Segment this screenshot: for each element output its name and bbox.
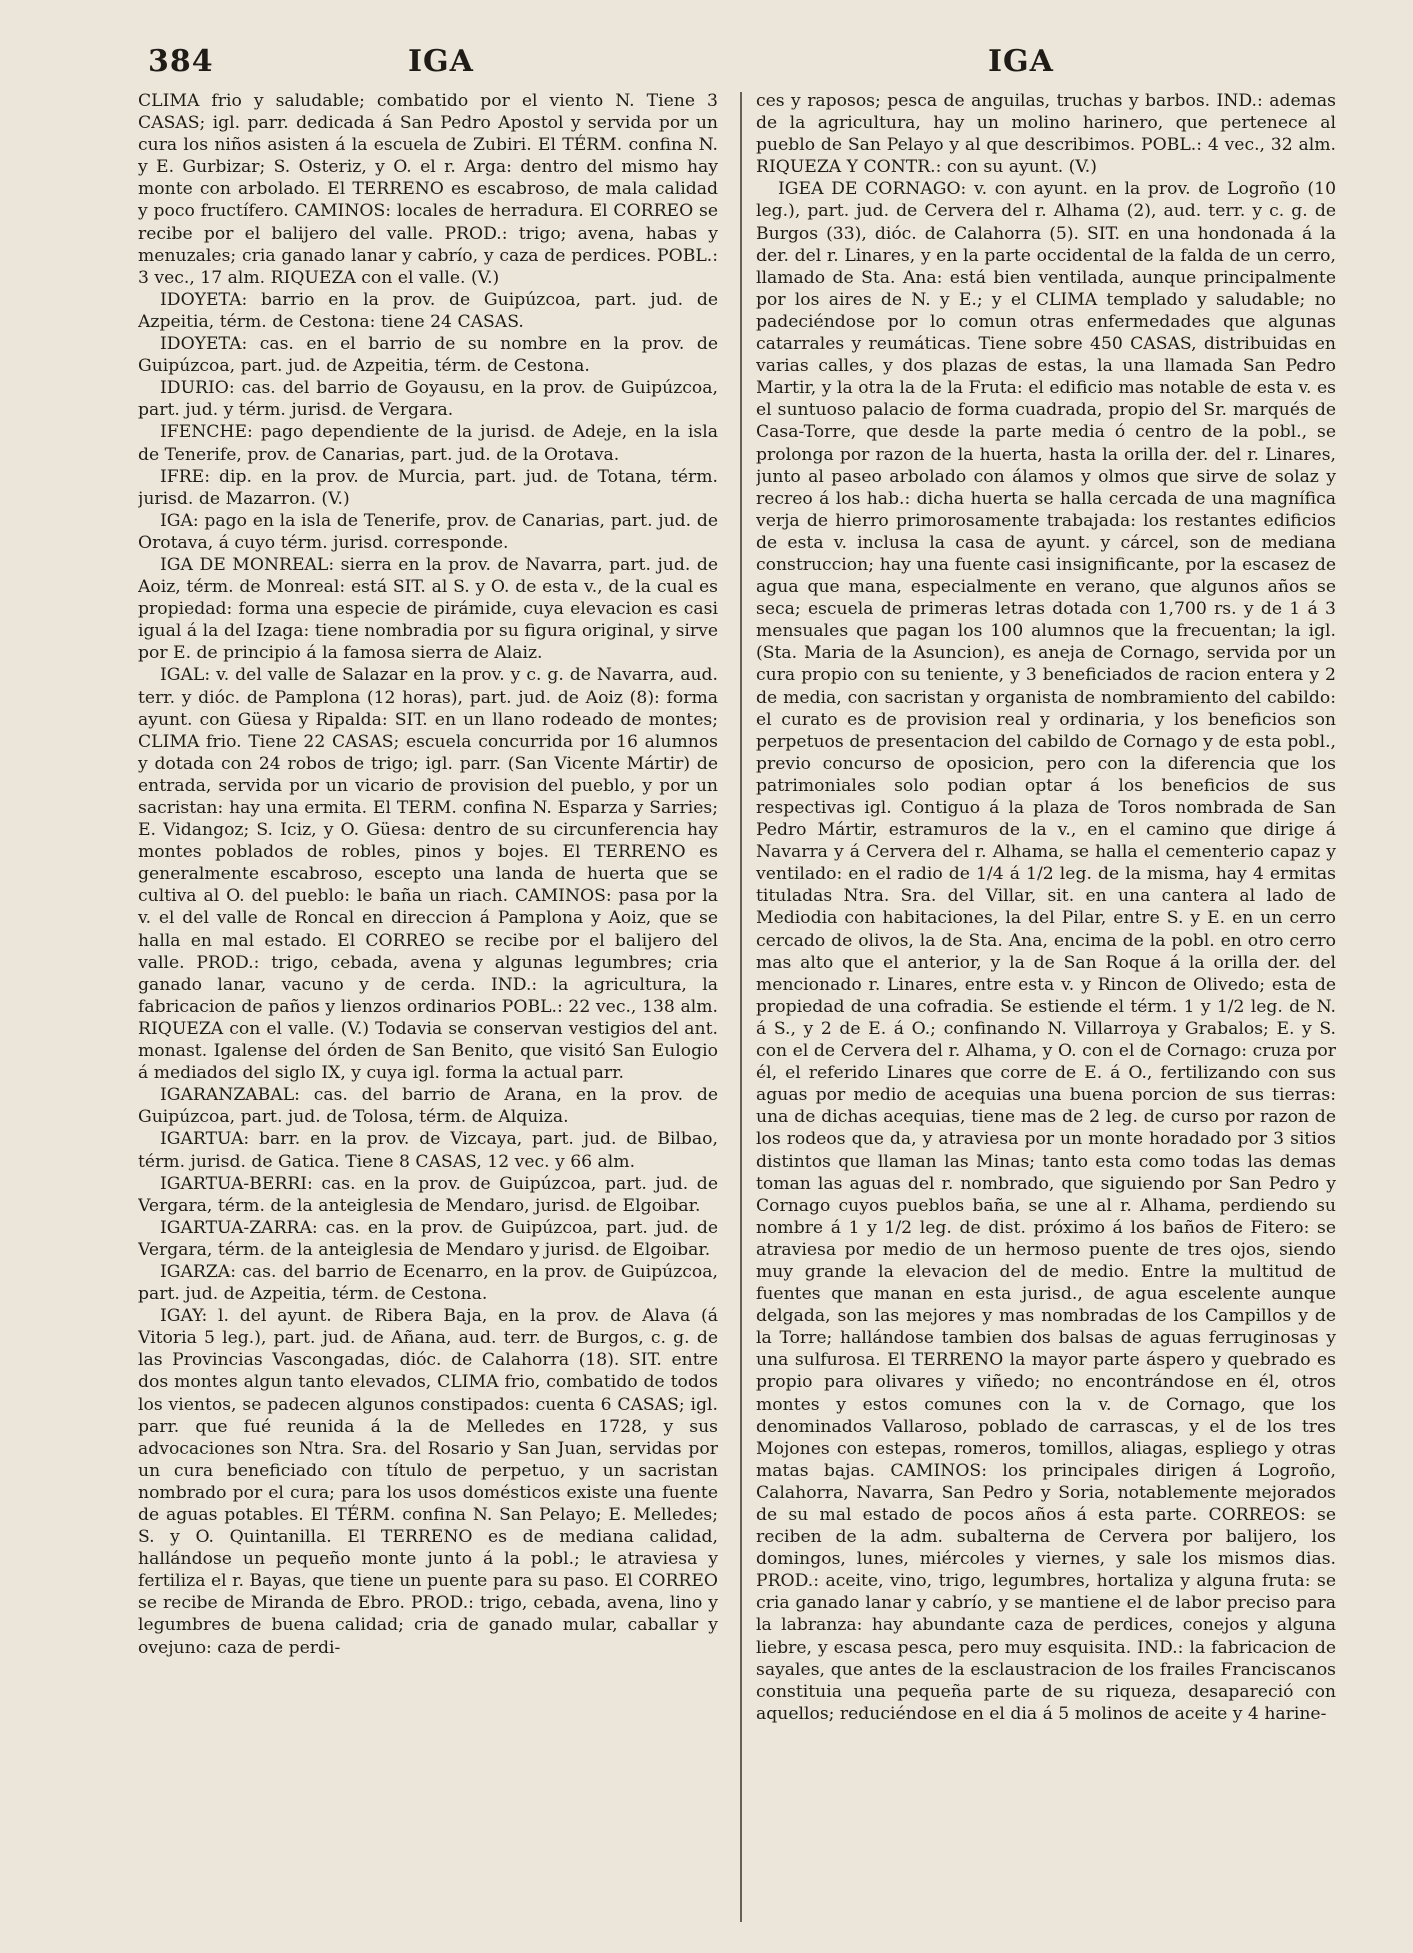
page-number: 384 [148, 44, 214, 79]
page-header [148, 44, 1304, 88]
entry-igarza: IGARZA: cas. del barrio de Ecenarro, en la prov. de Guipúzcoa, part. jud. de Azpeitia, térm. de Cestona. [138, 1261, 718, 1305]
entry-idurio: IDURIO: cas. del barrio de Goyausu, en la prov. de Guipúzcoa, part. jud. y térm. jurisd. de Vergara. [138, 378, 718, 421]
entry-climate-continuation: CLIMA frio y saludable; combatido por el viento N. Tiene 3 CASAS; igl. parr. dedicada á San Pedro Apostol y servida por un cura los niños asisten á la escuela de Zubiri. El TÉRM. confina N. y E. Gurbizar; S. Osteriz, y O. el r. Arga: dentro del mismo hay monte con arbolado. El TERRENO es escabroso, de mala calidad y poco fructífero. CAMINOS: locales de herradura. El CORREO se recibe por el balijero del valle. PROD.: trigo; avena, habas y menuzales; cria ganado lanar y cabrío, y caza de perdices. POBL.: 3 vec., 17 alm. RIQUEZA con el valle. (V.) [138, 91, 718, 288]
entry-ifenche: IFENCHE: pago dependiente de la jurisd. de Adeje, en la isla de Tenerife, prov. de Canarias, part. jud. de la Orotava. [138, 422, 718, 465]
left-running-head: IGA [408, 44, 474, 79]
entry-igal: IGAL: v. del valle de Salazar en la prov. y c. g. de Navarra, aud. terr. y dióc. de Pamplona (12 horas), part. jud. de Aoiz (8): forma ayunt. con Güesa y Ripalda: SIT. en un llano rodeado de montes; CLIMA frio. Tiene 22 CASAS; escuela concurrida por 16 alumnos y dotada con 24 robos de trigo; igl. parr. (San Vicente Mártir) de entrada, servida por un vicario de provision del pueblo, y por un sacristan: hay una ermita. El TERM. confina N. Esparza y Sarries; E. Vidangoz; S. Iciz, y O. Güesa: dentro de su circunferencia hay montes poblados de robles, pinos y bojes. El TERRENO es generalmente escabroso, escepto una landa de huerta que se cultiva al O. del pueblo: le baña un riach. CAMINOS: pasa por la v. el del valle de Roncal en direccion á Pamplona y Aoiz, que se halla en mal estado. El CORREO se recibe por el balijero del valle. PROD.: trigo, cebada, avena y algunas legumbres; cria ganado lanar, vacuno y de cerda. IND.: la agricultura, la fabricacion de paños y lienzos ordinarios POBL.: 22 vec., 138 alm. RIQUEZA con el valle. (V.) Todavia se conservan vestigios del ant. monast. Igalense del órden de San Benito, que visitó San Eulogio á mediados del siglo IX, y cuya igl. forma la actual parr. [138, 665, 718, 1084]
left-column [138, 90, 718, 1930]
entry-igartua-zarra: IGARTUA-ZARRA: cas. en la prov. de Guipúzcoa, part. jud. de Vergara, térm. de la anteiglesia de Mendaro y jurisd. de Elgoibar. [138, 1217, 718, 1260]
entry-ifre: IFRE: dip. en la prov. de Murcia, part. jud. de Totana, térm. jurisd. de Mazarron. (V.) [138, 466, 718, 509]
right-running-head: IGA [988, 44, 1054, 79]
entry-igea-de-cornago: IGEA DE CORNAGO: v. con ayunt. en la prov. de Logroño (10 leg.), part. jud. de Cervera del r. Alhama (2), aud. terr. y c. g. de Burgos (33), dióc. de Calahorra (5). SIT. en una hondonada á la der. del r. Linares, y en la parte occidental de la falda de un cerro, llamado de Sta. Ana: está bien ventilada, aunque principalmente por los aires de N. y E.; y el CLIMA templado y saludable; no padeciéndose por lo comun otras enfermedades que algunas catarrales y reumáticas. Tiene sobre 450 CASAS, distribuidas en varias calles, y dos plazas de estas, la una llamada San Pedro Martir, y la otra la de la Fruta: el edificio mas notable de esta v. es el suntuoso palacio de forma cuadrada, propio del Sr. marqués de Casa-Torre, que desde la parte media ó centro de la pobl., se prolonga por razon de la huerta, hasta la orilla der. del r. Linares, junto al paseo arbolado con álamos y olmos que sirve de solaz y recreo á los hab.: dicha huerta se halla cercada de una magnífica verja de hierro primorosamente trabajada: los restantes edificios de esta v. inclusa la casa de ayunt. y cárcel, son de mediana construccion; hay una fuente casi insignificante, por la escasez de agua que mana, especialmente en verano, que algunos años se seca; escuela de primeras letras dotada con 1,700 rs. y de 1 á 3 mensuales que pagan los 100 alumnos que la frecuentan; la igl. (Sta. Maria de la Asuncion), es aneja de Cornago, servida por un cura propio con su teniente, y 3 beneficiados de racion entera y 2 de media, con sacristan y organista de nombramiento del cabildo: el curato es de provision real y ordinaria, y los beneficios son perpetuos de presentacion del cabildo de Cornago y de esta pobl., previo concurso de oposicion, pero con la diferencia que los patrimoniales solo podian optar á los beneficios de sus respectivas igl. Contiguo á la plaza de Toros nombrada de San Pedro Mártir, estramuros de la v., en el camino que dirige á Navarra y á Cervera del r. Alhama, se halla el cementerio capaz y ventilado: en el radio de 1/4 á 1/2 leg. de la misma, hay 4 ermitas tituladas Ntra. Sra. del Villar, sit. en una cantera al lado de Mediodia con habitaciones, la del Pilar, entre S. y E. en un cerro cercado de olivos, la de Sta. Ana, encima de la pobl. en otro cerro mas alto que el anterior, y la de San Roque á la orilla der. del mencionado r. Linares, entre esta v. y Rincon de Olivedo; esta de propiedad de una cofradia. Se estiende el térm. 1 y 1/2 leg. de N. á S., y 2 de E. á O.; confinando N. Villarroya y Grabalos; E. y S. con el de Cervera del r. Alhama, y O. con el de Cornago: cruza por él, el referido Linares que corre de E. á O., fertilizando con sus aguas por medio de acequias una buena porcion de sus tierras: una de dichas acequias, tiene mas de 2 leg. de curso por razon de los rodeos que da, y atraviesa por un monte horadado por 3 sitios distintos que llaman las Minas; tanto esta como todas las demas toman las aguas del r. nombrado, que siguiendo por San Pedro y Cornago cuyos pueblos baña, se une al r. Alhama, perdiendo su nombre á 1 y 1/2 leg. de dist. próximo á los baños de Fitero: se atraviesa por medio de un hermoso puente de tres ojos, siendo muy grande la elevacion del de medio. Entre la multitud de fuentes que manan en esta jurisd., de agua escelente aunque delgada, son las mejores y mas nombradas de los Campillos y de la Torre; hallándose tambien dos balsas de aguas ferruginosas y una sulfurosa. El TERRENO la mayor parte áspero y quebrado es propio para olivares y viñedo; no encontrándose en él, otros montes y estos comunes con la v. de Cornago, que los denominados Vallaroso, poblado de carrascas, y el de los tres Mojones con estepas, romeros, tomillos, aliagas, espliego y otras matas bajas. CAMINOS: los principales dirigen á Logroño, Calahorra, Navarra, San Pedro y Soria, notablemente mejorados de su mal estado de pocos años á esta parte. CORREOS: se reciben de la adm. subalterna de Cervera por balijero, los domingos, lunes, miércoles y viernes, y sale los mismos dias. PROD.: aceite, vino, trigo, legumbres, hortaliza y alguna fruta: se cria ganado lanar y cabrío, y se mantiene el de labor preciso para la labranza: hay abundante caza de perdices, conejos y alguna liebre, y escasa pesca, pero muy esquisita. IND.: la fabricacion de sayales, que antes de la esclaustracion de los frailes Franciscanos constituia una pequeña parte de su riqueza, desapareció con aquellos; reduciéndose en el dia á 5 molinos de aceite y 4 harine- [756, 179, 1336, 1724]
entry-igaranzabal: IGARANZABAL: cas. del barrio de Arana, en la prov. de Guipúzcoa, part. jud. de Tolosa, térm. de Alquiza. [138, 1085, 718, 1128]
column-divider [740, 92, 742, 1922]
entry-igay: IGAY: l. del ayunt. de Ribera Baja, en la prov. de Alava (á Vitoria 5 leg.), part. jud. de Añana, aud. terr. de Burgos, c. g. de las Provincias Vascongadas, dióc. de Calahorra (18). SIT. entre dos montes algun tanto elevados, CLIMA frio, combatido de todos los vientos, se padecen algunos constipados: cuenta 6 CASAS; igl. parr. que fué reunida á la de Melledes en 1728, y sus advocaciones son Ntra. Sra. del Rosario y San Juan, servidas por un cura beneficiado con título de perpetuo, y un sacristan nombrado por el cura; para los usos domésticos existe una fuente de aguas potables. El TÉRM. confina N. San Pelayo; E. Melledes; S. y O. Quintanilla. El TERRENO es de mediana calidad, hallándose un pequeño monte junto á la pobl.; le atraviesa y fertiliza el r. Bayas, que tiene un puente para su paso. El CORREO se recibe de Miranda de Ebro. PROD.: trigo, cebada, avena, lino y legumbres de buena calidad; cria de ganado mular, caballar y ovejuno: caza de perdi- [138, 1306, 718, 1658]
entry-iga-de-monreal: IGA DE MONREAL: sierra en la prov. de Navarra, part. jud. de Aoiz, térm. de Monreal: está SIT. al S. y O. de esta v., de la cual es propiedad: forma una especie de pirámide, cuya elevacion es casi igual á la del Izaga: tiene nombradia por su figura original, y sirve por E. de principio á la famosa sierra de Alaiz. [138, 554, 718, 664]
entry-igartua-berri: IGARTUA-BERRI: cas. en la prov. de Guipúzcoa, part. jud. de Vergara, térm. de la anteiglesia de Mendaro, jurisd. de Elgoibar. [138, 1173, 718, 1216]
right-column [756, 90, 1336, 1930]
entry-idoyeta-barrio: IDOYETA: barrio en la prov. de Guipúzcoa, part. jud. de Azpeitia, térm. de Cestona: tiene 24 CASAS. [138, 289, 718, 332]
entry-iga: IGA: pago en la isla de Tenerife, prov. de Canarias, part. jud. de Orotava, á cuyo térm. jurisd. corresponde. [138, 510, 718, 553]
entry-igay-continuation: ces y raposos; pesca de anguilas, truchas y barbos. IND.: ademas de la agricultura, hay un molino harinero, que pertenece al pueblo de San Pelayo y al que describimos. POBL.: 4 vec., 32 alm. RIQUEZA Y CONTR.: con su ayunt. (V.) [756, 91, 1336, 178]
entry-idoyeta-cas: IDOYETA: cas. en el barrio de su nombre en la prov. de Guipúzcoa, part. jud. de Azpeitia, térm. de Cestona. [138, 334, 718, 377]
entry-igartua: IGARTUA: barr. en la prov. de Vizcaya, part. jud. de Bilbao, térm. jurisd. de Gatica. Tiene 8 CASAS, 12 vec. y 66 alm. [138, 1129, 718, 1172]
